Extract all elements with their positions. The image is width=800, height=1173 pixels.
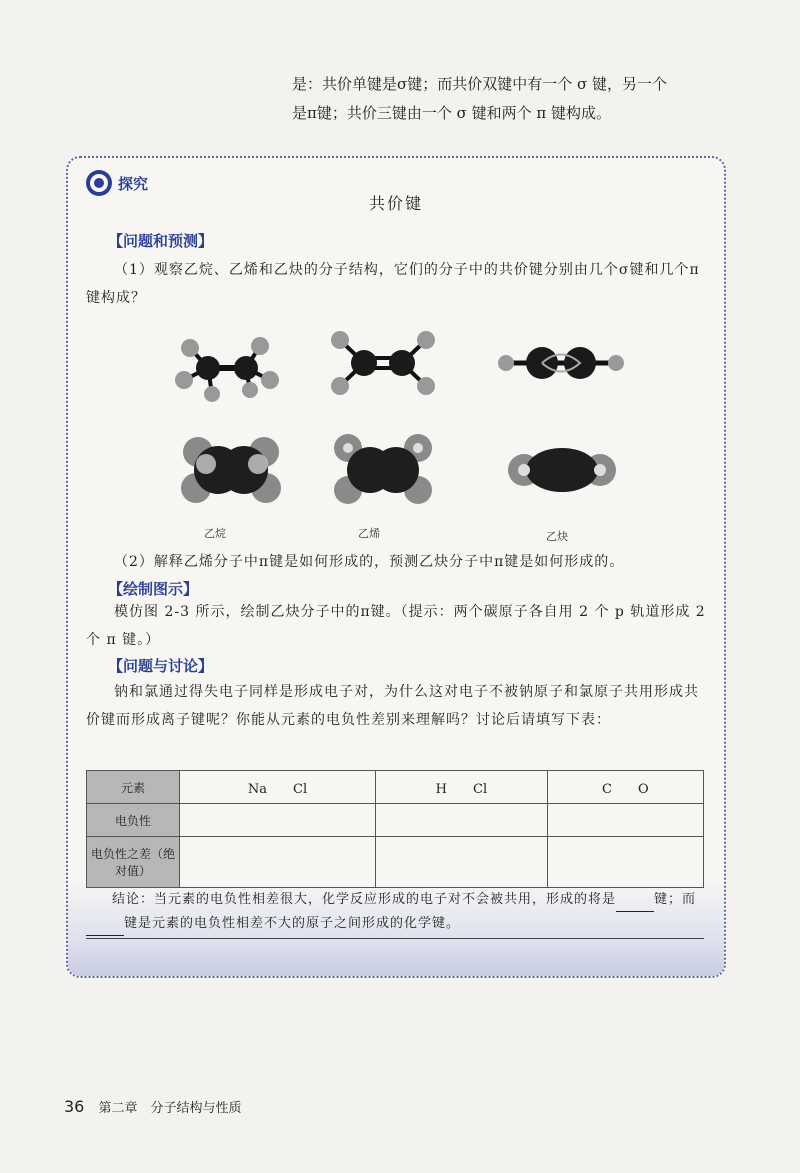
- pair-h-cl: H Cl: [376, 771, 548, 804]
- cell-input[interactable]: [376, 837, 548, 888]
- intro-line-2: 是π键；共价三键由一个 σ 键和两个 π 键构成。: [292, 104, 612, 122]
- table-row: [87, 837, 704, 888]
- box-title: 共价键: [368, 194, 423, 213]
- table-row: [87, 804, 704, 837]
- question-2: （2）解释乙烯分子中π键是如何形成的，预测乙炔分子中π键是如何形成的。: [114, 554, 625, 570]
- conclusion-part-2: 键；而: [654, 892, 697, 907]
- intro-line-1: 是：共价单键是σ键；而共价双键中有一个 σ 键，另一个: [292, 75, 668, 93]
- blank-ionic[interactable]: [616, 897, 654, 912]
- draw-instructions: 模仿图 2-3 所示，绘制乙炔分子中的π键。（提示：两个碳原子各自用 2 个 p 轨道形成 2 个 π 键。）: [86, 604, 706, 648]
- electronegativity-table: [86, 770, 704, 888]
- caption-acetylene: 乙炔: [546, 530, 568, 543]
- row-header-electronegativity: 电负性: [87, 804, 180, 837]
- blank-covalent[interactable]: [86, 921, 124, 936]
- page-number: 36: [64, 1097, 85, 1116]
- ethylene-space-filling-model: [328, 430, 438, 510]
- acetylene-space-filling-model: [504, 446, 620, 494]
- intro-text: [292, 70, 732, 128]
- page-footer: [64, 1097, 242, 1116]
- cell-input[interactable]: [180, 804, 376, 837]
- cell-input[interactable]: [376, 804, 548, 837]
- cell-input[interactable]: [547, 837, 703, 888]
- explore-box: [66, 156, 726, 978]
- section-draw-diagram: 【绘制图示】: [108, 580, 199, 598]
- ethylene-ball-stick-model: [324, 322, 444, 402]
- cell-input[interactable]: [180, 837, 376, 888]
- chapter-title: 第二章 分子结构与性质: [98, 1101, 242, 1116]
- pair-na-cl: Na Cl: [180, 771, 376, 804]
- ethane-ball-stick-model: [168, 324, 288, 404]
- acetylene-ball-stick-model: [492, 338, 632, 388]
- conclusion-part-3: 键是元素的电负性相差不大的原子之间形成的化学键。: [124, 916, 461, 931]
- conclusion: [86, 888, 704, 936]
- cell-input[interactable]: [547, 804, 703, 837]
- caption-ethylene: 乙烯: [358, 527, 380, 540]
- table-row: [87, 771, 704, 804]
- conclusion-part-1: 结论：当元素的电负性相差很大，化学反应形成的电子对不会被共用，形成的将是: [112, 892, 617, 907]
- row-header-difference: 电负性之差（绝对值）: [87, 837, 180, 888]
- section-discussion: 【问题与讨论】: [108, 657, 214, 675]
- conclusion-divider: [86, 938, 704, 939]
- discussion-text: 钠和氯通过得失电子同样是形成电子对，为什么这对电子不被钠原子和氯原子共用形成共价键而形成离子键呢？你能从元素的电负性差别来理解吗？讨论后请填写下表：: [86, 684, 699, 728]
- question-1: （1）观察乙烷、乙烯和乙炔的分子结构，它们的分子中的共价键分别由几个σ键和几个π键构成？: [86, 262, 700, 306]
- caption-ethane: 乙烷: [204, 527, 226, 540]
- pair-c-o: C O: [547, 771, 703, 804]
- ethane-space-filling-model: [176, 430, 286, 510]
- row-header-element: 元素: [87, 771, 180, 804]
- section-problem-prediction: 【问题和预测】: [108, 232, 214, 250]
- explore-label: 探究: [118, 174, 149, 193]
